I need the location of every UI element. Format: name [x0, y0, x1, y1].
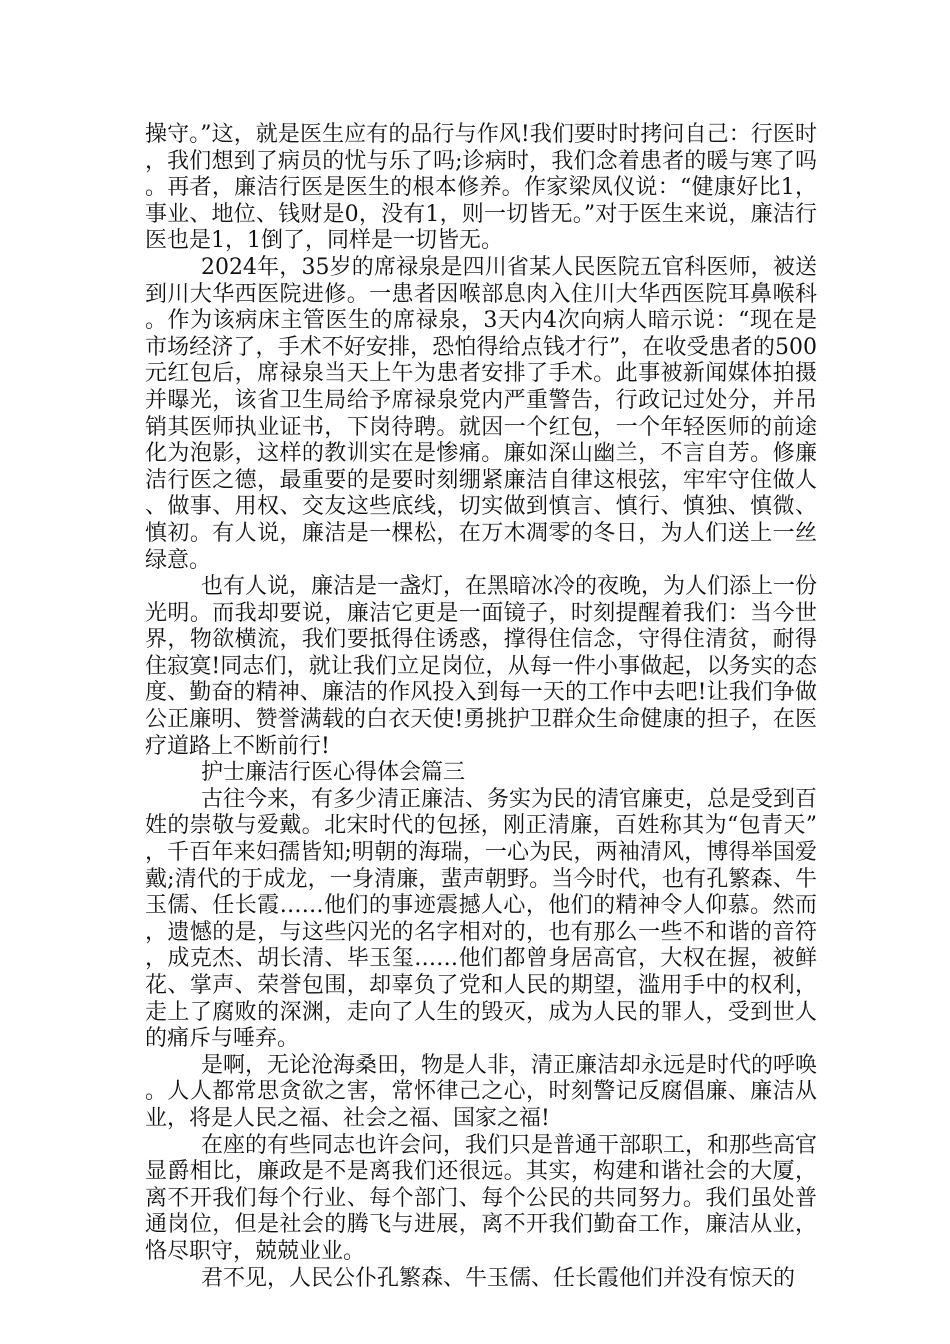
paragraph: 2024年，35岁的席禄泉是四川省某人民医院五官科医师，被送到川大华西医院进修。一患者因喉部息肉入住川大华西医院耳鼻喉科。作为该病床主管医生的席禄泉，3天内4次向病人暗示说：“现在是市场经济了，手术不好安排，恐怕得给点钱才行”，在收受患者的500元红包后，席禄泉当天上午为患者安排了手术。此事被新闻媒体拍摄并曝光，该省卫生局给予席禄泉党内严重警告，行政记过处分，并吊销其医师执业证书，下岗待聘。就因一个红包，一个年轻医师的前途化为泡影，这样的教训实在是惨痛。廉如深山幽兰，不言自芳。修廉洁行医之德，最重要的是要时刻绷紧廉洁自律这根弦，牢牢守住做人、做事、用权、交友这些底线，切实做到慎言、慎行、慎独、慎微、慎初。有人说，廉洁是一棵松，在万木凋零的冬日，为人们送上一丝绿意。: [145, 254, 817, 573]
paragraph-continuation: 操守。”这，就是医生应有的品行与作风!我们要时时拷问自己：行医时，我们想到了病员的忧与乐了吗;诊病时，我们念着患者的暖与寒了吗。再者，廉洁行医是医生的根本修养。作家梁凤仪说：“健康好比1，事业、地位、钱财是0，没有1，则一切皆无。”对于医生来说，廉洁行医也是1，1倒了，同样是一切皆无。: [145, 122, 817, 254]
paragraph: 在座的有些同志也许会问，我们只是普通干部职工，和那些高官显爵相比，廉政是不是离我们还很远。其实，构建和谐社会的大厦，离不开我们每个行业、每个部门、每个公民的共同努力。我们虽处普通岗位，但是社会的腾飞与进展，离不开我们勤奋工作，廉洁从业，恪尽职守，兢兢业业。: [145, 1132, 818, 1264]
section-title: 护士廉洁行医心得体会篇三: [201, 760, 466, 786]
paragraph: 是啊，无论沧海桑田，物是人非，清正廉洁却永远是时代的呼唤。人人都常思贪欲之害，常怀律己之心，时刻警记反腐倡廉、廉洁从业，将是人民之福、社会之福、国家之福!: [145, 1052, 818, 1131]
document-page: [145, 122, 817, 1292]
paragraph-truncated: 君不见，人民公仆孔繁森、牛玉儒、任长霞他们并没有惊天的: [201, 1265, 796, 1291]
paragraph: 古往今来，有多少清正廉洁、务实为民的清官廉吏，总是受到百姓的崇敬与爱戴。北宋时代的包拯，刚正清廉，百姓称其为“包青天”，千百年来妇孺皆知;明朝的海瑞，一心为民，两袖清风，博得举国爱戴;清代的于成龙，一身清廉，蜚声朝野。当今时代，也有孔繁森、牛玉儒、任长霞……他们的事迹震撼人心，他们的精神令人仰慕。然而，遗憾的是，与这些闪光的名字相对的，也有那么一些不和谐的音符，成克杰、胡长清、毕玉玺……他们都曾身居高官，大权在握，被鲜花、掌声、荣誉包围，却辜负了党和人民的期望，滥用手中的权利，走上了腐败的深渊，走向了人生的毁灭，成为人民的罪人，受到世人的痛斥与唾弃。: [145, 786, 818, 1052]
paragraph: 也有人说，廉洁是一盏灯，在黑暗冰冷的夜晚，为人们添上一份光明。而我却要说，廉洁它更是一面镜子，时刻提醒着我们：当今世界，物欲横流，我们要抵得住诱惑，撑得住信念，守得住清贫，耐得住寂寞!同志们，就让我们立足岗位，从每一件小事做起，以务实的态度、勤奋的精神、廉洁的作风投入到每一天的工作中去吧!让我们争做公正廉明、赞誉满载的白衣天使!勇挑护卫群众生命健康的担子，在医疗道路上不断前行!: [145, 574, 818, 759]
